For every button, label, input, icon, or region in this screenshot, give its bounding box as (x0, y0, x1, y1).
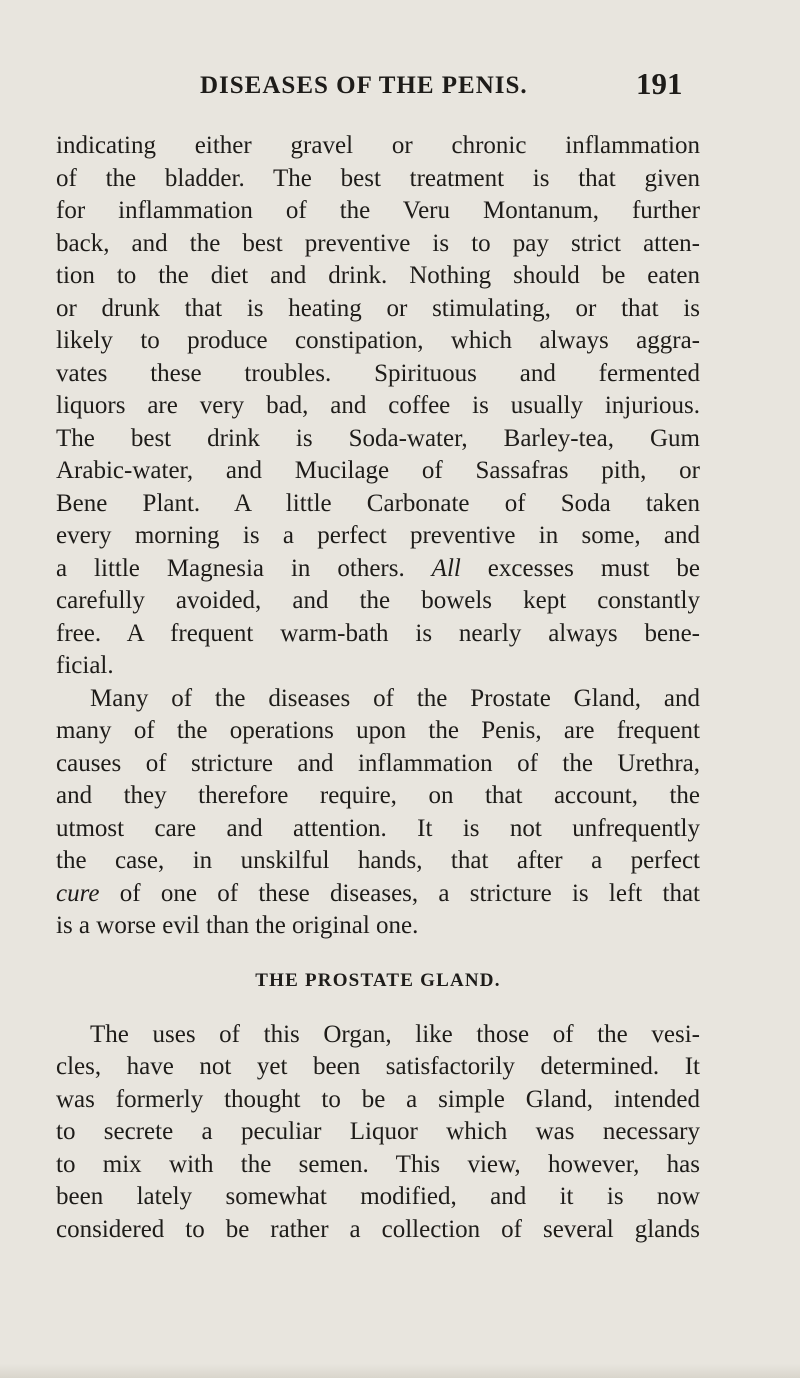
text-line: utmost care and attention. It is not unfrequently (56, 814, 700, 842)
running-head: DISEASES OF THE PENIS. (200, 72, 528, 99)
text-line: causes of stricture and inflammation of the Urethra, (56, 749, 700, 777)
text-line: Bene Plant. A little Carbonate of Soda taken (56, 489, 700, 517)
text-line: carefully avoided, and the bowels kept constantly (56, 587, 700, 614)
text-line: likely to produce constipation, which always aggra- (56, 327, 700, 354)
text-line: the case, in unskilful hands, that after a perfect (56, 847, 700, 874)
paragraph-2 (56, 683, 700, 943)
text-line: every morning is a perfect preventive in some, and (56, 522, 700, 549)
text-line: is a worse evil than the original one. (56, 912, 419, 939)
text-line: tion to the diet and drink. Nothing should be eaten (56, 262, 700, 289)
text-line: and they therefore require, on that account, the (56, 782, 700, 809)
text-line: or drunk that is heating or stimulating, or that is (56, 294, 700, 322)
text-line: vates these troubles. Spirituous and fermented (56, 359, 700, 387)
text-line: liquors are very bad, and coffee is usually injurious. (56, 392, 700, 419)
page-bottom-edge (0, 1364, 800, 1378)
text-line: considered to be rather a collection of several glands (56, 1215, 700, 1243)
italic-emphasis: cure (56, 879, 100, 907)
text-line: a little Magnesia in others. All excesses must be (56, 554, 700, 582)
section-heading: THE PROSTATE GLAND. (255, 969, 501, 991)
text-line: The uses of this Organ, like those of the vesi- (90, 1020, 700, 1048)
text-line: Arabic-water, and Mucilage of Sassafras pith, or (56, 457, 700, 484)
text-line: cles, have not yet been satisfactorily determined. It (56, 1053, 700, 1080)
text-line: ficial. (56, 652, 114, 679)
text-line: of the bladder. The best treatment is that given (56, 164, 700, 192)
text-line: back, and the best preventive is to pay strict atten- (56, 229, 700, 257)
text-line: to mix with the semen. This view, however, has (56, 1150, 700, 1178)
text-line: indicating either gravel or chronic inflammation (56, 132, 700, 159)
paragraph-3 (56, 1019, 700, 1247)
text-line: to secrete a peculiar Liquor which was necessary (56, 1118, 700, 1145)
page-number: 191 (636, 66, 683, 101)
text-line: been lately somewhat modified, and it is now (56, 1183, 700, 1210)
italic-emphasis: All (431, 554, 461, 582)
paragraph-1 (56, 130, 700, 683)
page-header (0, 60, 800, 110)
text-line: Many of the diseases of the Prostate Gland, and (90, 684, 700, 712)
text-line: was formerly thought to be a simple Gland, intended (56, 1085, 700, 1113)
text-line: for inflammation of the Veru Montanum, further (56, 197, 700, 224)
page-body (56, 130, 700, 1246)
text-line: free. A frequent warm-bath is nearly always bene- (56, 619, 700, 647)
text-line: The best drink is Soda-water, Barley-tea, Gum (56, 424, 700, 452)
text-line: many of the operations upon the Penis, are frequent (56, 717, 700, 744)
text-line: cure of one of these diseases, a stricture is left that (56, 879, 700, 907)
